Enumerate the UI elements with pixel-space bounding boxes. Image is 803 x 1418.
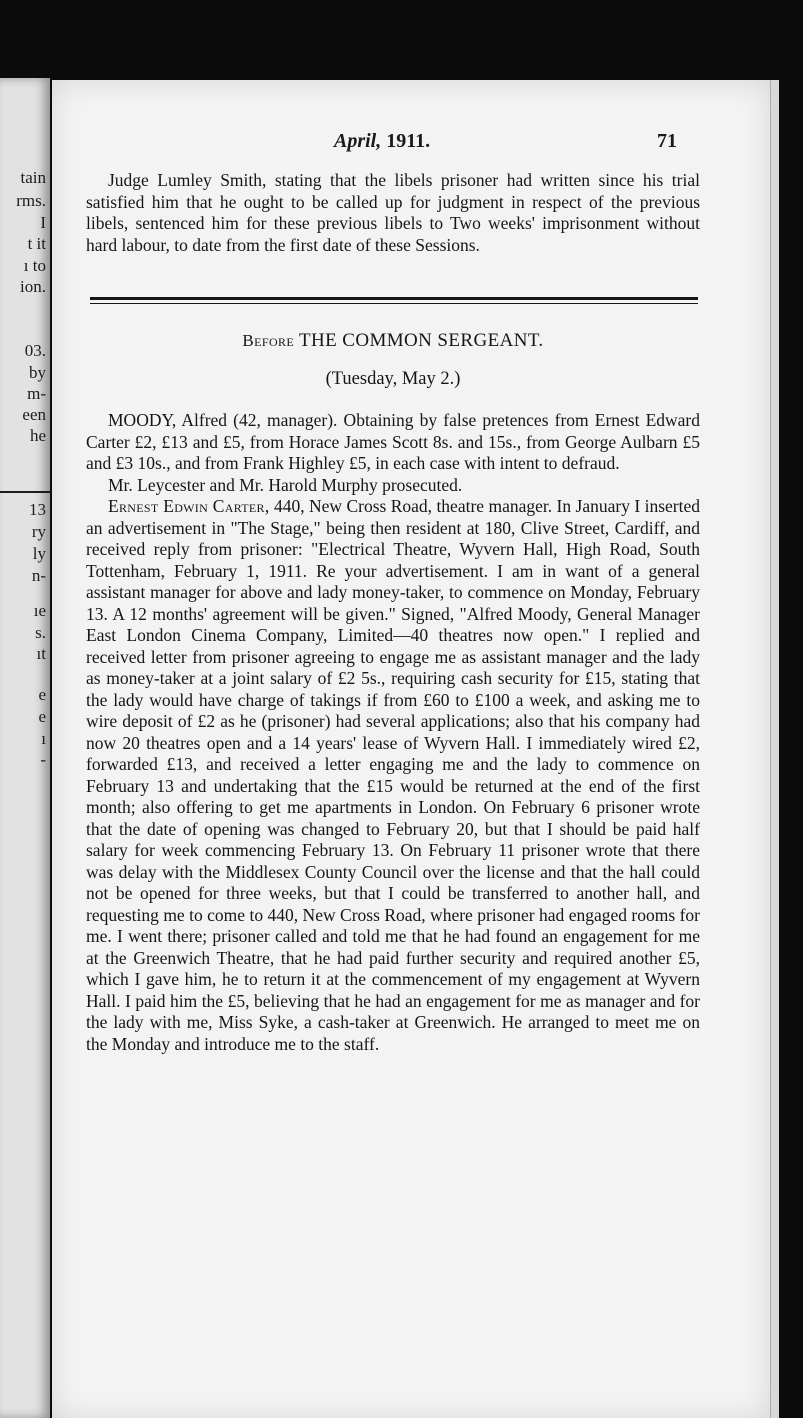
margin-fragment: 13 [29, 500, 46, 519]
margin-fragment: tain [20, 168, 46, 187]
margin-fragment: - [40, 750, 46, 769]
margin-fragment: rms. [16, 191, 46, 210]
court-heading-name: THE COMMON SERGEANT. [298, 330, 544, 351]
document-page [52, 80, 770, 1418]
margin-fragment: n- [31, 566, 46, 585]
margin-fragment: 03. [24, 341, 46, 360]
witness-name: Ernest Edwin Carter, [108, 496, 270, 516]
margin-fragment: een [22, 405, 46, 424]
running-head-date [334, 130, 430, 153]
margin-fragment: ry [31, 522, 46, 541]
session-date: (Tuesday, May 2.) [325, 369, 461, 389]
page-number: 71 [657, 130, 677, 152]
margin-fragment: s. [35, 623, 46, 642]
running-head-month: April, [334, 130, 382, 152]
previous-page-margin [0, 78, 50, 1418]
court-heading [86, 330, 700, 352]
margin-fragment: ion. [20, 277, 46, 296]
page-edge [770, 80, 779, 1418]
margin-fragment: by [29, 363, 46, 382]
witness-testimony [86, 496, 700, 1055]
running-head-year: 1911. [386, 130, 431, 152]
margin-fragment: ı [41, 729, 46, 748]
continued-paragraph: Judge Lumley Smith, stating that the libels prisoner had written since his trial satisfied him that he ought to be called up for judgment in respect of the previous libels, sentenced him for these previous libels to Two weeks' imprisonment without hard labour, to date from the first date of these Sessions. [86, 170, 700, 255]
section-divider [90, 297, 698, 304]
margin-fragment: he [29, 426, 46, 445]
court-heading-prefix: Before [242, 331, 295, 350]
continued-case-text [86, 170, 700, 256]
margin-fragment: m- [27, 384, 46, 403]
margin-fragment: ıt [36, 644, 46, 663]
running-head [52, 130, 770, 156]
margin-fragment: t it [27, 234, 46, 253]
case-charge: MOODY, Alfred (42, manager). Obtaining by false pretences from Ernest Edward Carter £2, £13 and £5, from Horace James Scott 8s. and 15s., from George Aulbarn £5 and £3 10s., and from Frank Highley £5, in each case with intent to defraud. [86, 410, 700, 473]
margin-fragment: ly [32, 544, 46, 563]
margin-rule [0, 491, 50, 493]
case-counsel: Mr. Leycester and Mr. Harold Murphy prosecuted. [108, 474, 463, 495]
case-text [86, 410, 700, 1055]
margin-fragment: I [40, 213, 46, 232]
margin-fragment: ı to [23, 256, 46, 275]
margin-fragment: ıe [33, 601, 46, 620]
margin-fragment: e [38, 685, 46, 704]
testimony-text: 440, New Cross Road, theatre manager. In January I inserted an advertisement in "The Stage," being then resident at 180, Clive Street, Cardiff, and received reply from prisoner: "Electrical Theatre, Wyvern Hall, High Road, South Tottenham, February 1, 1911. Re your advertisement. I am in want of a general assistant manager for above and lady money-taker, to commence on Monday, February 13. A 12 months' agreement will be given." Signed, "Alfred Moody, General Manager East London Cinema Company, Limited—40 theatres now open." I replied and received letter from prisoner agreeing to engage me as assistant manager and the lady as money-taker at a joint salary of £2 5s., requiring cash security for £15, stating that the lady would have charge of takings if from £60 to £100 a week, and asking me to wire deposit of £2 as he (prisoner) had several applications; also that his company had now 20 theatres open and a 14 years' lease of Wyvern Hall. I immediately wired £2, forwarded £13, and received a letter engaging me and the lady to commence on February 13 and undertaking that the £15 would be returned at the end of the first month; also offering to get me apartments in London. On February 6 prisoner wrote that the date of opening was changed to February 20, but that I should be paid half salary for week commencing February 13. On February 11 prisoner wrote that there was delay with the Middlesex County Council over the license and that the hall could not be opened for three weeks, but that I could be transferred to another hall, and requesting me to come to 440, New Cross Road, where prisoner had engaged rooms for me. I went there; prisoner called and told me that he had found an engagement for me at the Greenwich Theatre, that he had paid further security and required another £5, which I gave him, he to return it at the commencement of my engagement at Wyvern Hall. I paid him the £5, believing that he had an engagement for me as manager and for the lady with me, Miss Syke, a cash-taker at Greenwich. He arranged to meet me on the Monday and introduce me to the staff. [86, 496, 700, 1054]
margin-fragment: e [38, 707, 46, 726]
